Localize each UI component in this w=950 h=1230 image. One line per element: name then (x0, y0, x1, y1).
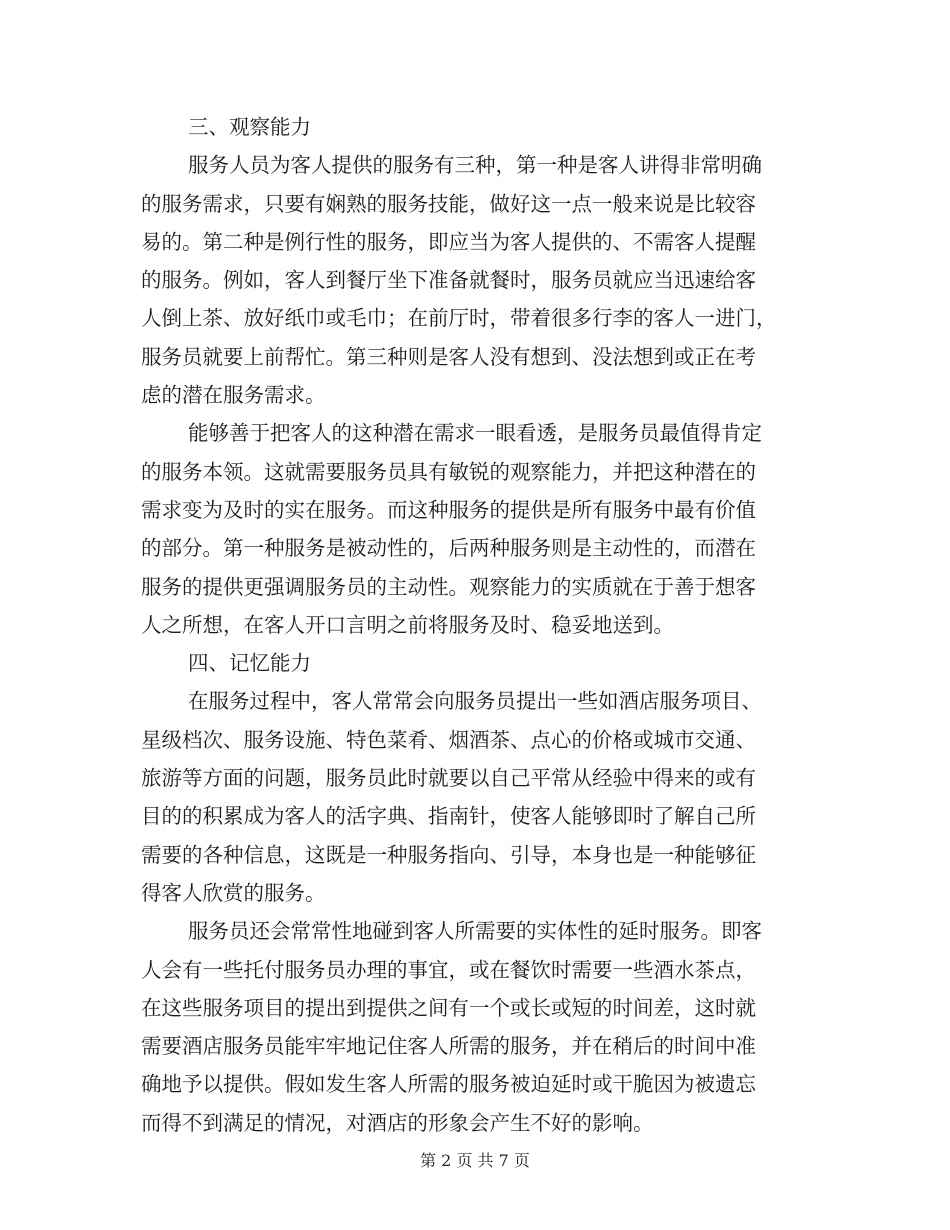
text-line: 在服务过程中，客人常常会向服务员提出一些如酒店服务项目、 (188, 689, 762, 714)
text-line: 易的。第二种是例行性的服务，即应当为客人提供的、不需客人提醒 (141, 229, 756, 254)
text-line: 人倒上茶、放好纸巾或毛巾；在前厅时，带着很多行李的客人一进门， (141, 306, 777, 331)
text-line: 在这些服务项目的提出到提供之间有一个或长或短的时间差，这时就 (141, 995, 756, 1020)
text-line: 能够善于把客人的这种潜在需求一眼看透，是服务员最值得肯定 (188, 421, 762, 446)
text-line: 四、记忆能力 (188, 651, 311, 676)
text-line: 人会有一些托付服务员办理的事宜，或在餐饮时需要一些酒水茶点， (141, 957, 756, 982)
text-line: 服务员就要上前帮忙。第三种则是客人没有想到、没法想到或正在考 (141, 344, 756, 369)
text-line: 的服务本领。这就需要服务员具有敏锐的观察能力，并把这种潜在的 (141, 459, 756, 484)
text-line: 确地予以提供。假如发生客人所需的服务被迫延时或干脆因为被遗忘 (141, 1072, 756, 1097)
text-line: 服务人员为客人提供的服务有三种，第一种是客人讲得非常明确 (188, 153, 762, 178)
text-line: 的服务。例如，客人到餐厅坐下准备就餐时，服务员就应当迅速给客 (141, 268, 756, 293)
text-line: 需求变为及时的实在服务。而这种服务的提供是所有服务中最有价值 (141, 497, 756, 522)
text-line: 三、观察能力 (188, 115, 311, 139)
text-line: 星级档次、服务设施、特色菜肴、烟酒茶、点心的价格或城市交通、 (141, 727, 756, 752)
document-body (141, 108, 801, 1142)
page-footer: 第 2 页 共 7 页 (420, 1151, 530, 1170)
text-line: 得客人欣赏的服务。 (141, 880, 326, 905)
text-line: 人之所想，在客人开口言明之前将服务及时、稳妥地送到。 (141, 612, 674, 637)
text-line: 的部分。第一种服务是被动性的，后两种服务则是主动性的，而潜在 (141, 536, 756, 561)
text-line: 旅游等方面的问题，服务员此时就要以自己平常从经验中得来的或有 (141, 766, 756, 791)
text-line: 需要酒店服务员能牢牢地记住客人所需的服务，并在稍后的时间中准 (141, 1034, 756, 1059)
text-line: 的服务需求，只要有娴熟的服务技能，做好这一点一般来说是比较容 (141, 191, 756, 216)
text-line: 服务员还会常常性地碰到客人所需要的实体性的延时服务。即客 (188, 919, 762, 944)
text-line: 虑的潜在服务需求。 (141, 383, 326, 408)
text-line: 需要的各种信息，这既是一种服务指向、引导，本身也是一种能够征 (141, 842, 756, 867)
text-line: 目的的积累成为客人的活字典、指南针，使客人能够即时了解自己所 (141, 804, 756, 829)
text-line: 而得不到满足的情况，对酒店的形象会产生不好的影响。 (141, 1110, 654, 1135)
text-line: 服务的提供更强调服务员的主动性。观察能力的实质就在于善于想客 (141, 574, 756, 599)
